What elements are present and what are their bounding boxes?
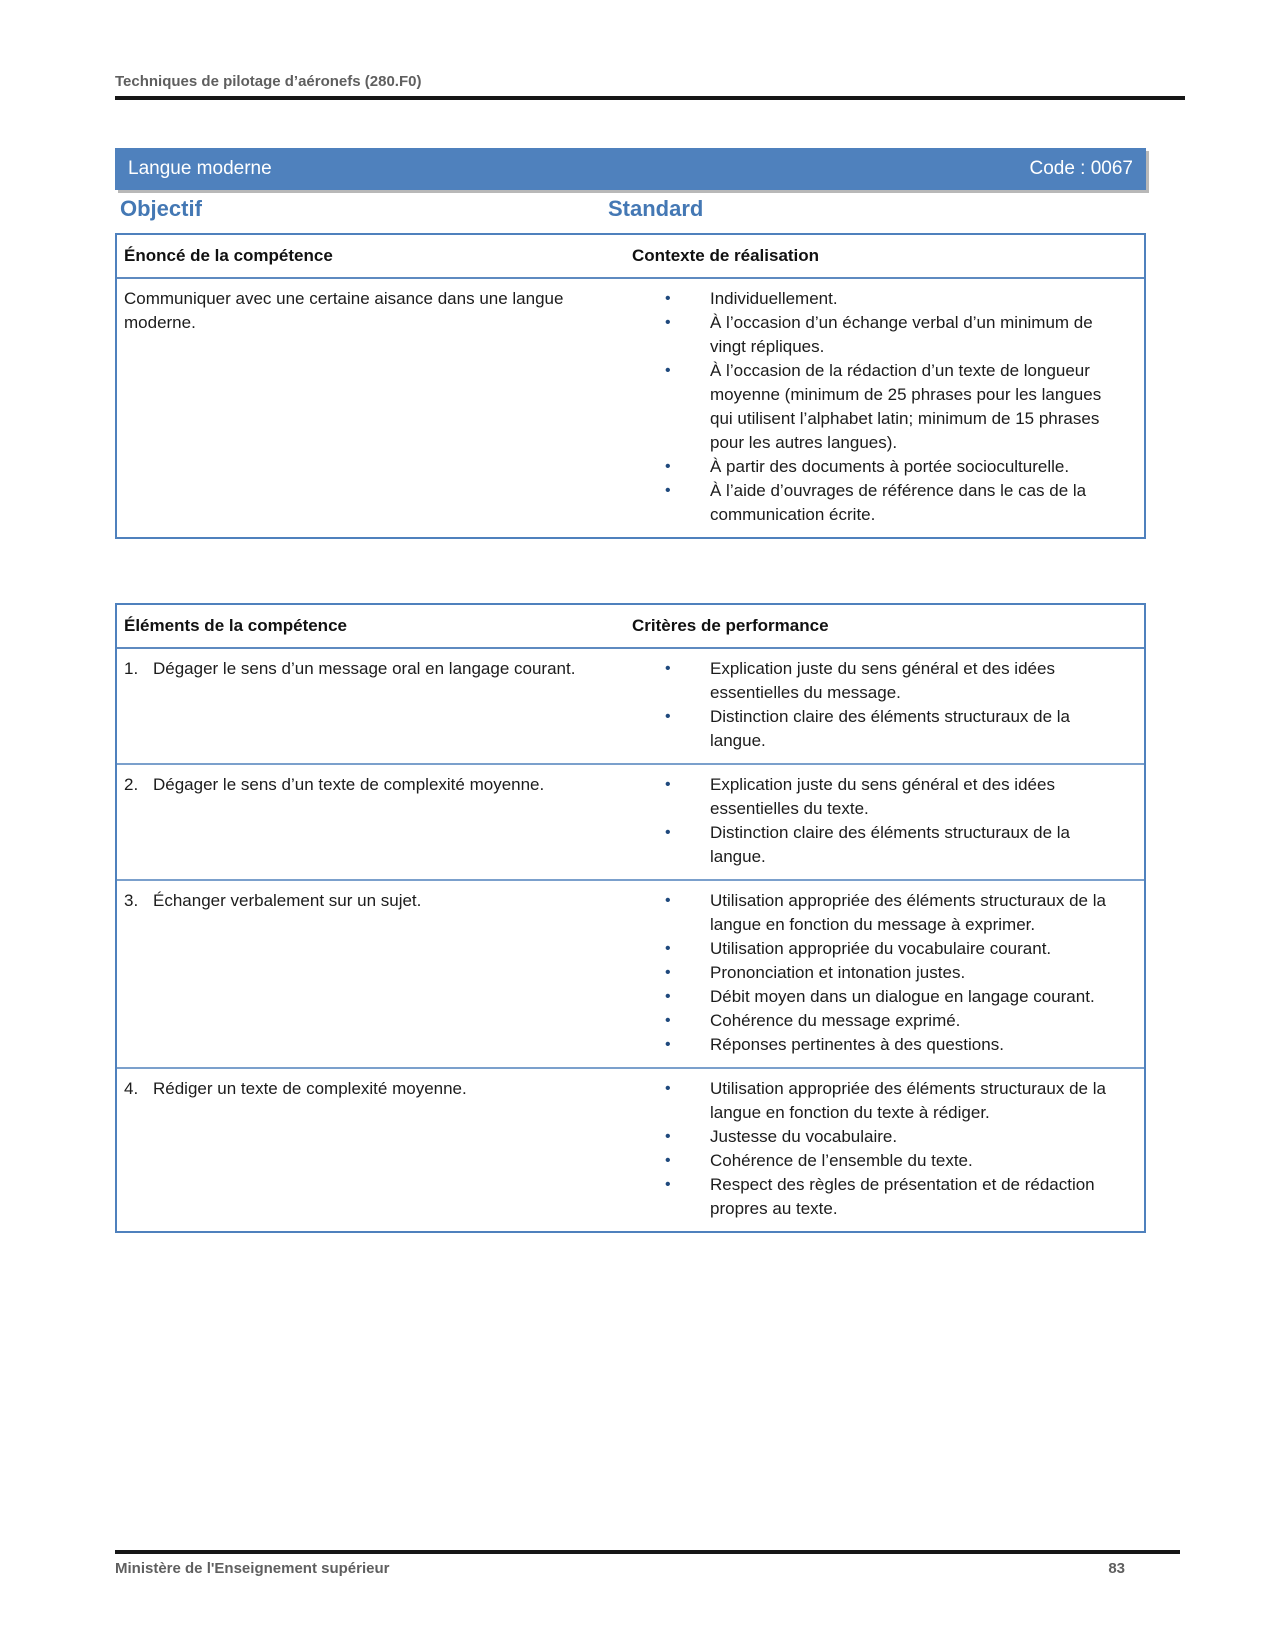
bullet-icon: •	[665, 1128, 671, 1145]
enonce-competence-table	[115, 233, 1146, 539]
criterion-text: Distinction claire des éléments structuraux de la langue.	[710, 707, 1070, 750]
bullet-icon: •	[665, 1176, 671, 1193]
course-code: Code : 0067	[1029, 158, 1133, 179]
criterion-item	[629, 1149, 1144, 1173]
criterion-text: Utilisation appropriée des éléments structuraux de la langue en fonction du message à exprimer.	[710, 891, 1106, 934]
criterion-item	[629, 359, 1144, 455]
competence-cell	[117, 773, 629, 869]
criterion-text: Utilisation appropriée du vocabulaire courant.	[710, 939, 1052, 958]
competence-cell	[117, 889, 629, 1057]
course-banner	[115, 148, 1146, 190]
criterion-text: Réponses pertinentes à des questions.	[710, 1035, 1004, 1054]
competence-text: Dégager le sens d’un message oral en langage courant.	[153, 659, 576, 678]
criterion-item	[629, 1009, 1144, 1033]
table-header-left: Éléments de la compétence	[124, 616, 347, 635]
bullet-icon: •	[665, 314, 671, 331]
table-row	[117, 879, 1144, 1067]
criteria-cell	[629, 1077, 1144, 1221]
bullet-icon: •	[665, 660, 671, 677]
criterion-item	[629, 889, 1144, 937]
criterion-text: Cohérence du message exprimé.	[710, 1011, 961, 1030]
bullet-icon: •	[665, 458, 671, 475]
bullet-icon: •	[665, 892, 671, 909]
bullet-icon: •	[665, 824, 671, 841]
criterion-item	[629, 1173, 1144, 1221]
bullet-icon: •	[665, 1152, 671, 1169]
criteria-list	[629, 287, 1144, 527]
table-body	[117, 649, 1144, 1231]
competence-cell	[117, 287, 629, 527]
criteria-cell	[629, 889, 1144, 1057]
footer-rule	[115, 1550, 1180, 1554]
competence-text: Dégager le sens d’un texte de complexité moyenne.	[153, 775, 545, 794]
row-number: 2.	[124, 775, 139, 794]
bullet-icon: •	[665, 1012, 671, 1029]
criterion-item	[629, 287, 1144, 311]
criteria-list	[629, 773, 1144, 869]
criteria-cell	[629, 657, 1144, 753]
competence-text: Communiquer avec une certaine aisance dans une langue moderne.	[124, 289, 564, 332]
bullet-icon: •	[665, 776, 671, 793]
table-row	[117, 763, 1144, 879]
criterion-text: À partir des documents à portée socioculturelle.	[710, 457, 1070, 476]
criterion-item	[629, 1077, 1144, 1125]
criterion-text: À l’aide d’ouvrages de référence dans le cas de la communication écrite.	[710, 481, 1087, 524]
criteria-list	[629, 657, 1144, 753]
table-row	[117, 649, 1144, 763]
program-title: Techniques de pilotage d’aéronefs (280.F0)	[115, 73, 422, 90]
elements-competence-table	[115, 603, 1146, 1233]
page-number: 83	[1108, 1560, 1125, 1577]
criteria-cell	[629, 773, 1144, 869]
criteria-list	[629, 1077, 1144, 1221]
bullet-icon: •	[665, 708, 671, 725]
criterion-item	[629, 311, 1144, 359]
criterion-text: Explication juste du sens général et des idées essentielles du texte.	[710, 775, 1055, 818]
criterion-item	[629, 773, 1144, 821]
bullet-icon: •	[665, 1080, 671, 1097]
criterion-item	[629, 455, 1144, 479]
running-header	[115, 73, 1185, 100]
table-header-right: Contexte de réalisation	[632, 246, 820, 265]
bullet-icon: •	[665, 482, 671, 499]
competence-cell	[117, 657, 629, 753]
bullet-icon: •	[665, 940, 671, 957]
criterion-item	[629, 705, 1144, 753]
table-row	[117, 1067, 1144, 1231]
criterion-text: Débit moyen dans un dialogue en langage courant.	[710, 987, 1095, 1006]
criterion-item	[629, 961, 1144, 985]
bullet-icon: •	[665, 964, 671, 981]
criterion-text: À l’occasion d’un échange verbal d’un minimum de vingt répliques.	[710, 313, 1093, 356]
bullet-icon: •	[665, 988, 671, 1005]
criterion-text: Utilisation appropriée des éléments structuraux de la langue en fonction du texte à rédiger.	[710, 1079, 1106, 1122]
criterion-text: Prononciation et intonation justes.	[710, 963, 966, 982]
criterion-item	[629, 1125, 1144, 1149]
table-header-left: Énoncé de la compétence	[124, 246, 333, 265]
competence-text: Échanger verbalement sur un sujet.	[153, 891, 422, 910]
objectif-heading: Objectif	[120, 196, 202, 221]
criteria-cell	[629, 287, 1144, 527]
criterion-item	[629, 937, 1144, 961]
criterion-text: Explication juste du sens général et des idées essentielles du message.	[710, 659, 1055, 702]
criterion-text: Respect des règles de présentation et de rédaction propres au texte.	[710, 1175, 1095, 1218]
criterion-item	[629, 821, 1144, 869]
table-body	[117, 279, 1144, 537]
ministry-name: Ministère de l'Enseignement supérieur	[115, 1560, 390, 1577]
table-row	[117, 279, 1144, 537]
bullet-icon: •	[665, 1036, 671, 1053]
table-header-row	[117, 605, 1144, 649]
criterion-text: Justesse du vocabulaire.	[710, 1127, 898, 1146]
criterion-item	[629, 1033, 1144, 1057]
column-headings	[115, 196, 1146, 230]
criterion-item	[629, 657, 1144, 705]
bullet-icon: •	[665, 362, 671, 379]
row-number: 4.	[124, 1079, 139, 1098]
criterion-text: Distinction claire des éléments structuraux de la langue.	[710, 823, 1070, 866]
criterion-text: Cohérence de l’ensemble du texte.	[710, 1151, 973, 1170]
competence-text: Rédiger un texte de complexité moyenne.	[153, 1079, 467, 1098]
row-number: 1.	[124, 659, 139, 678]
table-header-row	[117, 235, 1144, 279]
criterion-item	[629, 479, 1144, 527]
criterion-text: À l’occasion de la rédaction d’un texte de longueur moyenne (minimum de 25 phrases pour les langues qui utilisent l’alphabet latin; minimum de 15 phrases pour les autres langues).	[710, 361, 1102, 452]
criteria-list	[629, 889, 1144, 1057]
competence-cell	[117, 1077, 629, 1221]
bullet-icon: •	[665, 290, 671, 307]
standard-heading: Standard	[608, 196, 704, 221]
criterion-item	[629, 985, 1144, 1009]
course-title: Langue moderne	[128, 158, 272, 179]
table-header-right: Critères de performance	[632, 616, 829, 635]
row-number: 3.	[124, 891, 139, 910]
criterion-text: Individuellement.	[710, 289, 838, 308]
page-footer	[115, 1560, 1180, 1577]
